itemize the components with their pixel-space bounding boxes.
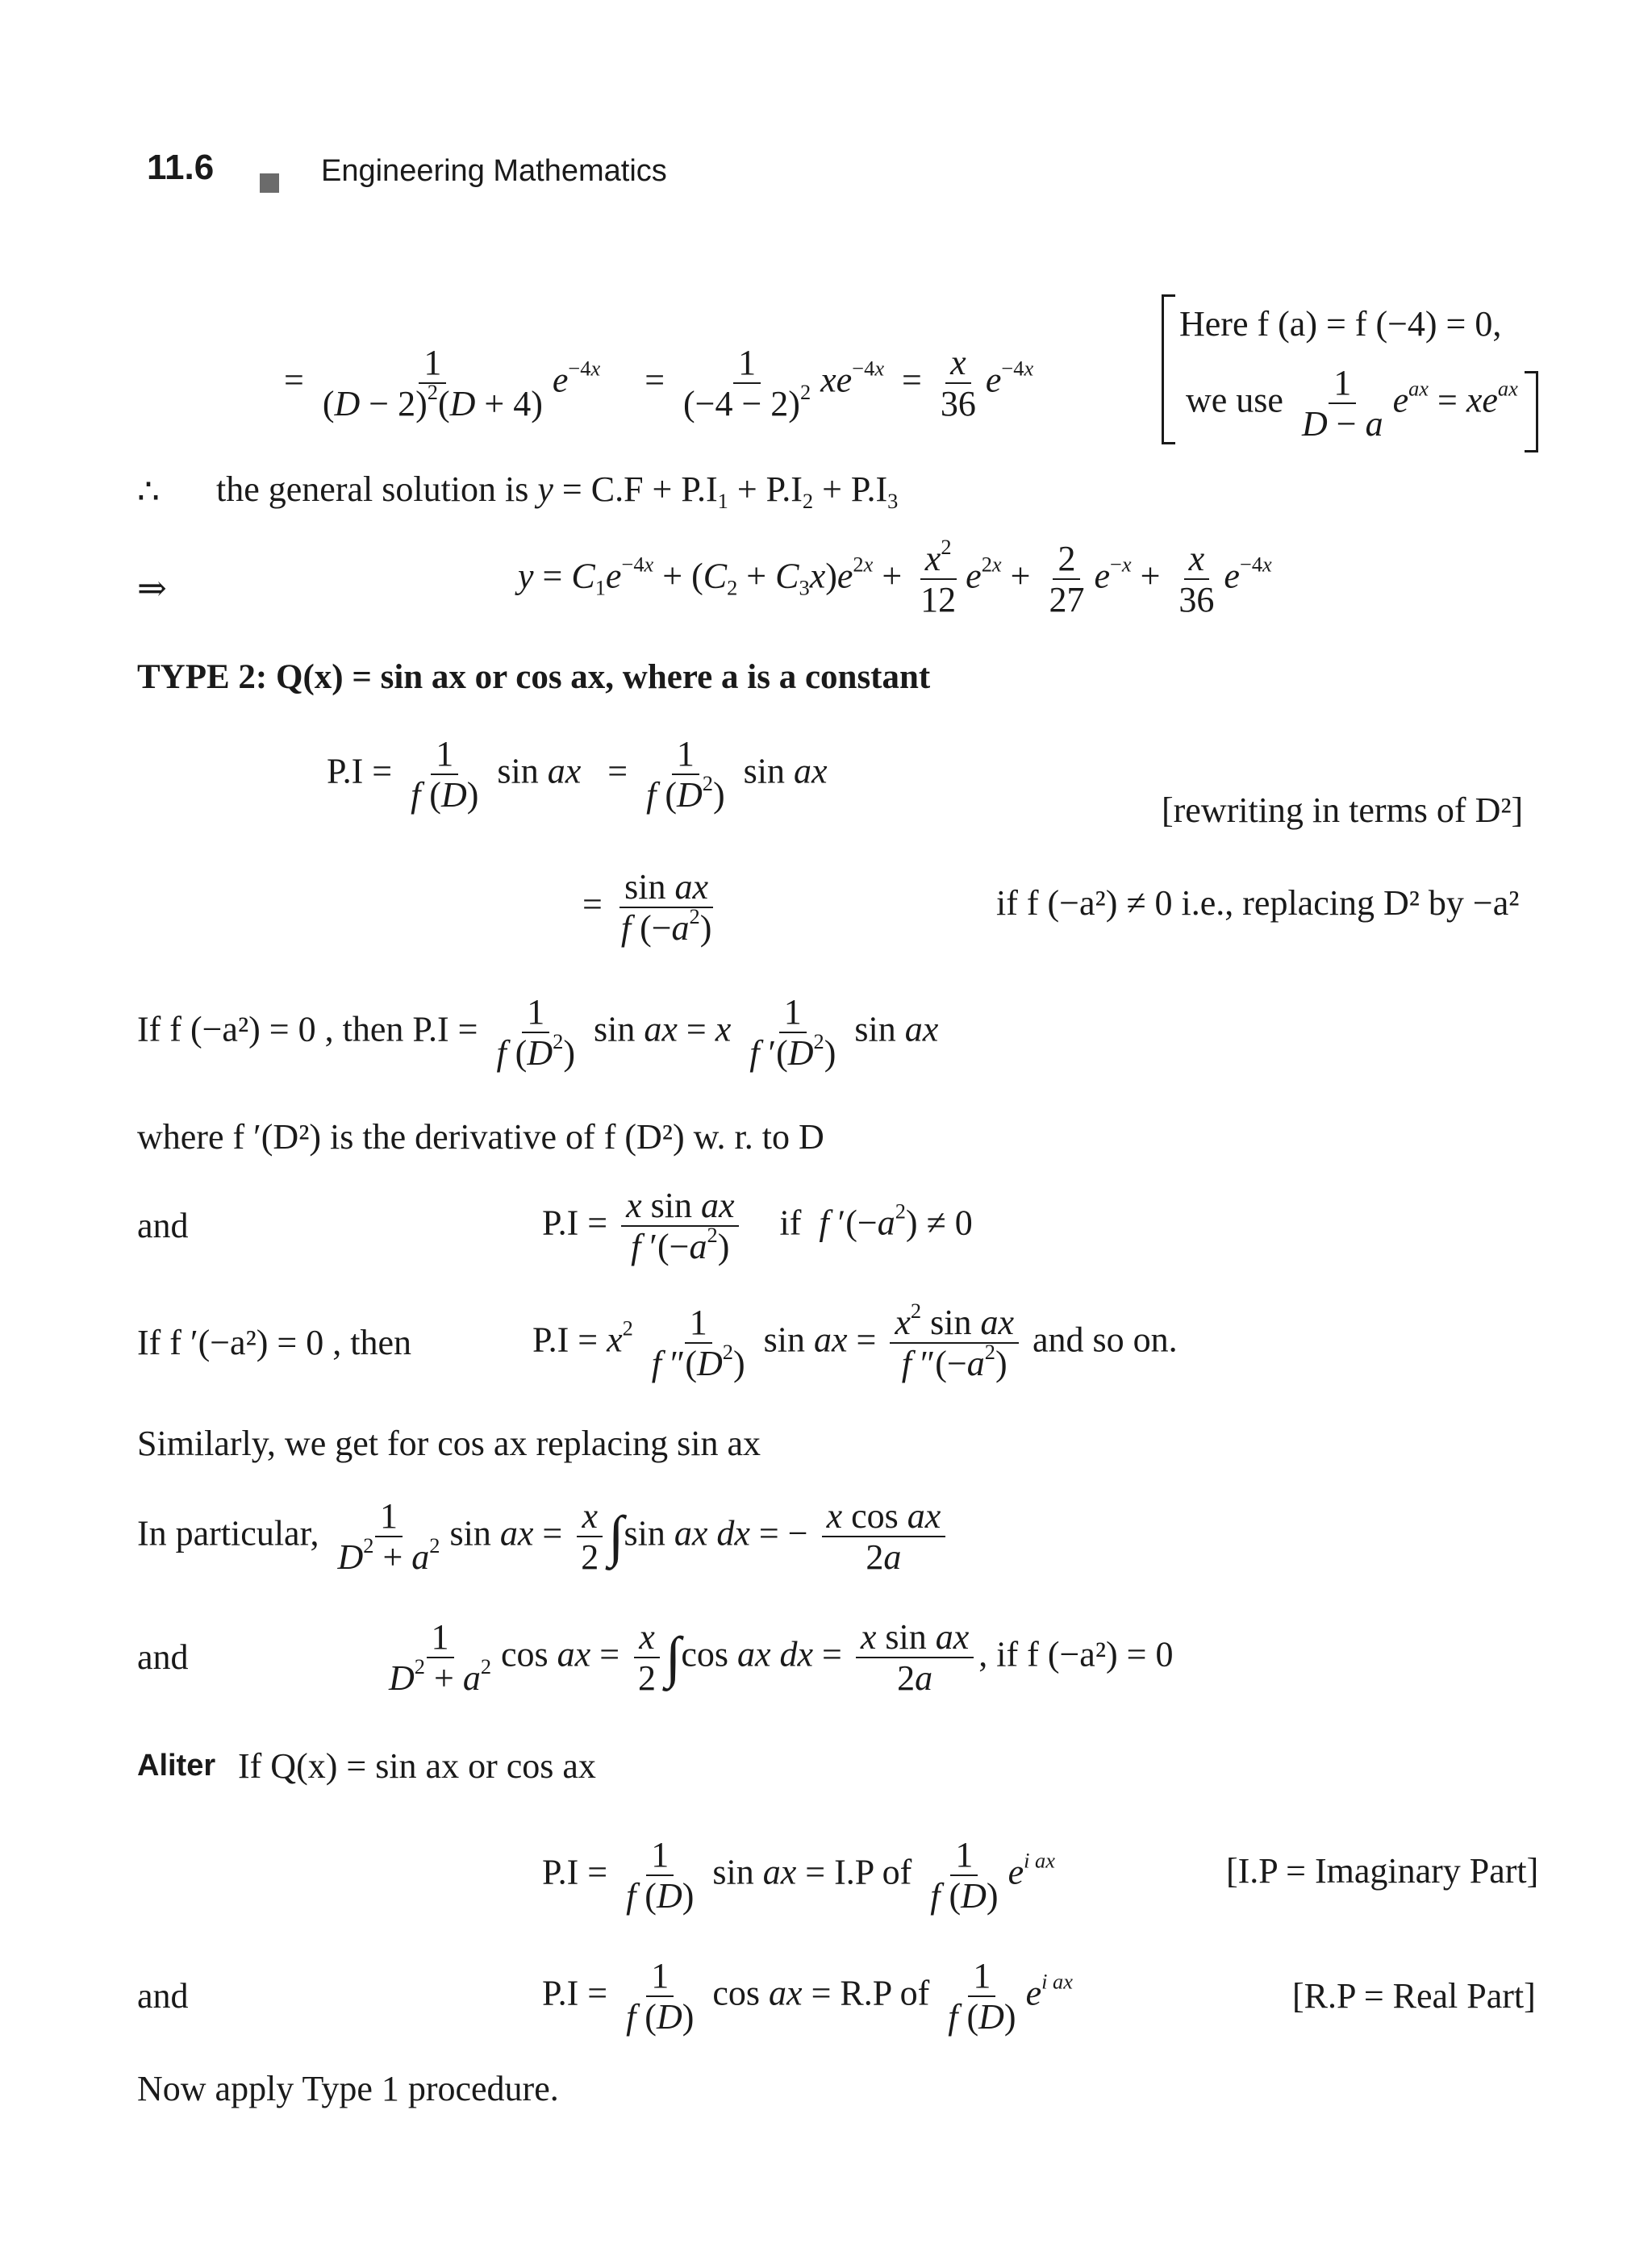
equation-pi3-chain: = $\frac{1}{(D - 2)^2(D + 4)}$ $e^{-4x}$ = $\frac{1}{(-4 - 2)^2}$ $xe^{-4x}$ = $\frac{x}{36}$ $e^{-4x}$ (284, 343, 1034, 424)
in-particular-text: In particular, (137, 1513, 319, 1553)
aliter-text: If Q(x) = sin ax or cos ax (238, 1746, 596, 1786)
equation-aliter-sin: P.I = $\frac{1}{f (D)}$ sin ax = I.P of $\frac{1}{f (D)}$ $e^{i ax}$ (542, 1835, 1055, 1916)
and-label-2: and (137, 1637, 189, 1677)
equation-if-f-zero: If f (−a²) = 0 , then P.I = $\frac{1}{f (D^2)}$ sin ax = x $\frac{1}{f '(D^2)}$ sin ax (137, 992, 939, 1074)
note-ip: [I.P = Imaginary Part] (1226, 1851, 1539, 1891)
if-f-zero-text: If f (−a²) = 0 , then (137, 1009, 404, 1049)
if-f-zero-tail: , if f (−a²) = 0 (978, 1634, 1174, 1674)
equation-aliter-cos: P.I = $\frac{1}{f (D)}$ cos ax = R.P of $\frac{1}{f (D)}$ $e^{i ax}$ (542, 1956, 1073, 2037)
general-solution-line: the general solution is $y = C.F + P.I_1 + P.I_2 + P.I_3$ (216, 469, 899, 514)
header-square-icon (260, 160, 279, 201)
note-rewriting: [rewriting in terms of D²] (1162, 790, 1524, 830)
note-rp: [R.P = Real Part] (1292, 1976, 1536, 2016)
equation-pi-fdoubleprime: $P.I = x^2$ $\frac{1}{f ''(D^2)}$ sin ax = $\frac{x^2 \sin ax}{f ''(-a^2)}$ and so on. (532, 1299, 1178, 1384)
if-fprime-zero-text: If f ′(−a²) = 0 , then (137, 1323, 411, 1362)
equation-in-particular-sin: In particular, $\frac{1}{D^2 + a^2}$ sin ax = $\frac{x}{2}$ ∫sin ax dx = − $\frac{\text{x cos ax}}{2a}$ (137, 1496, 950, 1578)
therefore-symbol: ∴ (137, 472, 160, 511)
running-title: Engineering Mathematics (321, 154, 667, 188)
implies-symbol: ⇒ (137, 569, 167, 608)
text-where-derivative: where f ′(D²) is the derivative of f (D²) w. r. to D (137, 1117, 824, 1157)
and-so-on-text: and so on. (1032, 1320, 1178, 1360)
aside-line-1: Here f (a) = f (−4) = 0, (1179, 304, 1502, 344)
aliter-label: Aliter (137, 1749, 216, 1783)
general-solution-text: the general solution is (216, 469, 529, 509)
aside-line-2: we use $\frac{1}{D - a}$ $e^{ax} = xe^{ax}$ (1186, 363, 1518, 444)
equation-pi-fprime: P.I = $\frac{\text{x sin ax}}{f '(-a^2)}$ if f $'(-a^2) \ne 0$ (542, 1186, 973, 1267)
equation-pi-definition: P.I = $\frac{1}{f (D)}$ sin ax = $\frac{1}{f (D^2)}$ sin ax (327, 734, 828, 815)
page-number: 11.6 (147, 148, 215, 187)
note-replacing: if f (−a²) ≠ 0 i.e., replacing D² by −a² (996, 883, 1520, 923)
aside-we-use: we use (1186, 380, 1283, 420)
type2-heading: TYPE 2: Q(x) = sin ax or cos ax, where a is a constant (137, 658, 931, 696)
aside-right-bracket (1525, 371, 1538, 452)
and-label-3: and (137, 1976, 189, 2016)
aside-left-bracket (1162, 294, 1175, 444)
text-similarly: Similarly, we get for cos ax replacing sin ax (137, 1424, 761, 1463)
equation-in-particular-cos: $\frac{1}{D^2 + a^2}$ cos ax = $\frac{x}{2}$ ∫cos ax dx = $\frac{\text{x sin ax}}{2a}$ , if f (−a²) = 0 (389, 1617, 1174, 1699)
equation-general-solution: $y = C_1e^{-4x} + (C_2 + C_3x)e^{2x}$ + $\frac{x^2}{12}$ $e^{2x}$ + $\frac{2}{27}$ $e^{-x}$ + $\frac{x}{36}$ $e^{-4x}$ (518, 535, 1272, 620)
equation-pi-replace: = $\frac{\text{sin ax}}{f (-a^2)}$ (582, 867, 712, 949)
and-label-1: and (137, 1206, 189, 1245)
text-now-apply: Now apply Type 1 procedure. (137, 2069, 559, 2108)
